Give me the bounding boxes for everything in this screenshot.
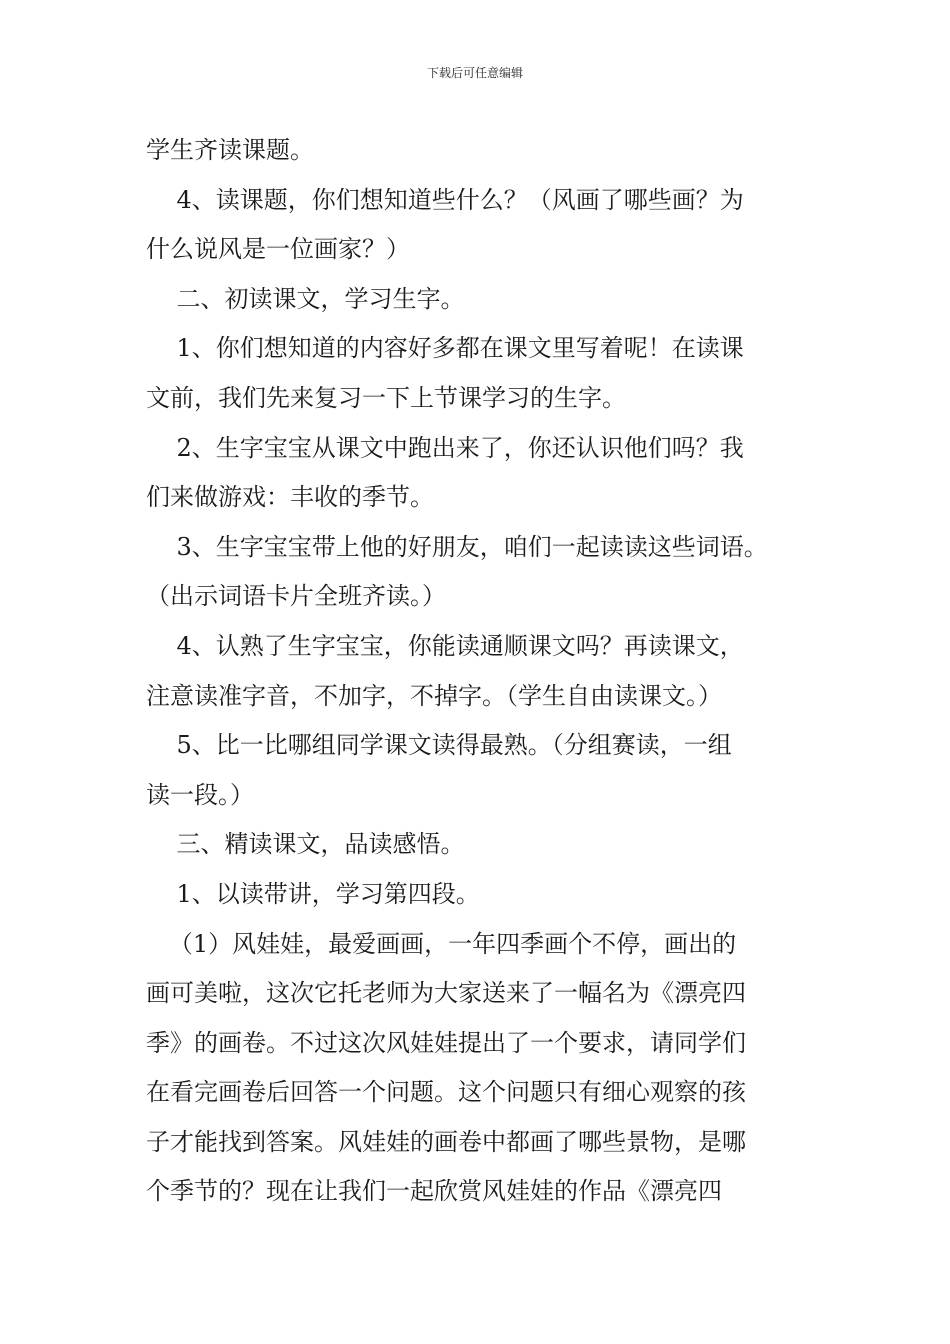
text-line: 在看完画卷后回答一个问题。这个问题只有细心观察的孩: [146, 1078, 746, 1107]
text-line: 4、读课题，你们想知道些什么？（风画了哪些画？为: [146, 185, 744, 214]
text-line: 画可美啦，这次它托老师为大家送来了一幅名为《漂亮四: [146, 979, 746, 1008]
text-line: 二、初读课文，学习生字。: [146, 284, 465, 313]
text-line: （出示词语卡片全班齐读。）: [146, 582, 446, 611]
text-line: 什么说风是一位画家？）: [146, 235, 410, 264]
text-line: （1）风娃娃，最爱画画，一年四季画个不停，画出的: [146, 929, 737, 958]
text-line: 1、你们想知道的内容好多都在课文里写着呢！在读课: [146, 334, 744, 363]
page-header-note: 下载后可任意编辑: [426, 66, 523, 80]
text-line: 读一段。）: [146, 780, 254, 809]
text-line: 学生齐读课题。: [146, 136, 314, 164]
document-body: [146, 126, 826, 1217]
text-line: 4、认熟了生字宝宝，你能读通顺课文吗？再读课文，: [146, 631, 744, 660]
text-line: 1、以读带讲，学习第四段。: [146, 879, 480, 908]
text-line: 文前，我们先来复习一下上节课学习的生字。: [146, 383, 626, 412]
text-line: 2、生字宝宝从课文中跑出来了，你还认识他们吗？我: [146, 433, 744, 462]
text-line: 个季节的？现在让我们一起欣赏风娃娃的作品《漂亮四: [146, 1177, 722, 1206]
text-line: 子才能找到答案。风娃娃的画卷中都画了哪些景物，是哪: [146, 1127, 746, 1156]
text-line: 3、生字宝宝带上他的好朋友，咱们一起读读这些词语。: [146, 532, 768, 561]
text-line: 注意读准字音，不加字，不掉字。（学生自由读课文。）: [146, 681, 722, 710]
text-line: 季》的画卷。不过这次风娃娃提出了一个要求，请同学们: [146, 1028, 746, 1057]
text-line: 们来做游戏：丰收的季节。: [146, 483, 434, 512]
text-line: 三、精读课文，品读感悟。: [146, 830, 465, 859]
text-line: 5、比一比哪组同学课文读得最熟。（分组赛读，一组: [146, 731, 732, 760]
